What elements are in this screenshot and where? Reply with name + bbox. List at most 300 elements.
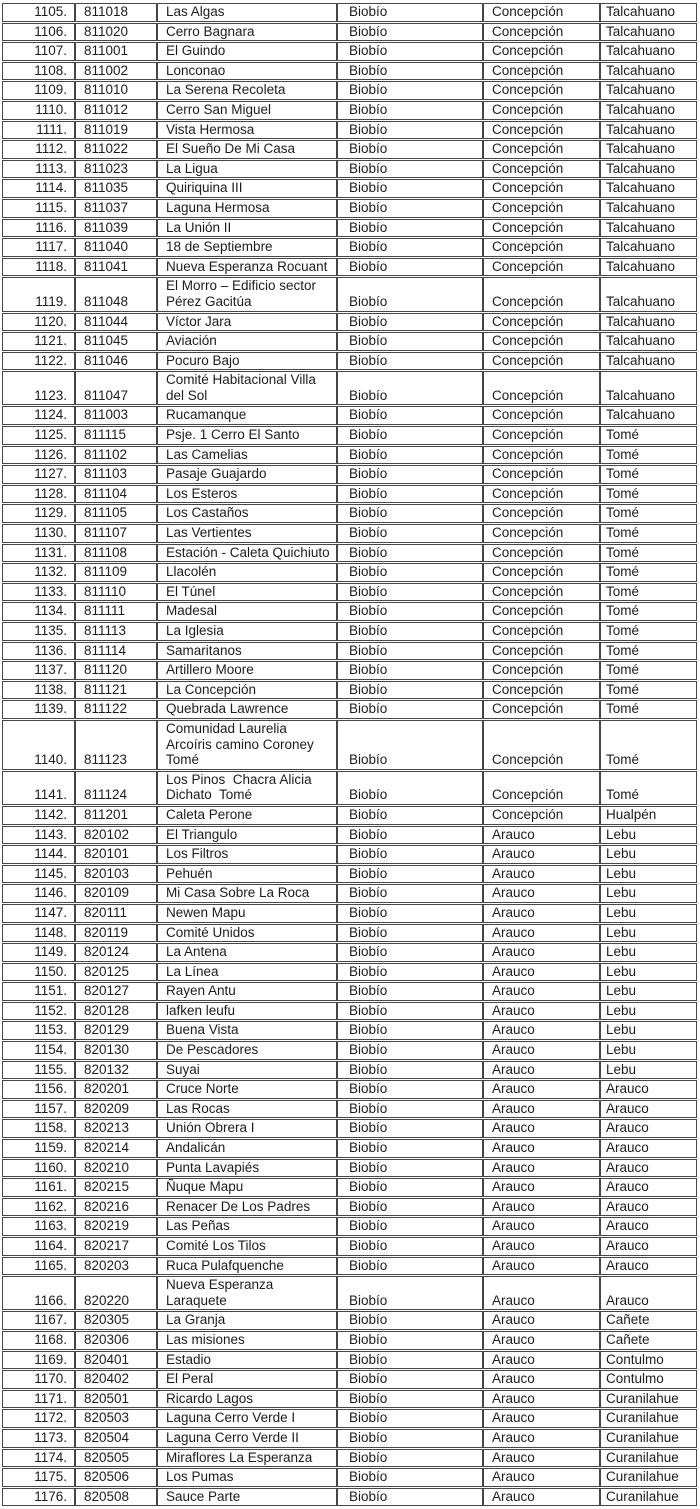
cell-row_number: 1140. [2,720,75,770]
cell-province: Concepción [483,583,600,602]
table-row [2,1159,697,1178]
cell-region: Biobío [337,583,483,602]
cell-province: Arauco [483,1311,600,1330]
cell-region: Biobío [337,1119,483,1138]
cell-province: Concepción [483,62,600,81]
table-row [2,1429,697,1448]
cell-code: 811124 [75,771,157,805]
cell-province: Concepción [483,465,600,484]
cell-province: Concepción [483,806,600,825]
cell-code: 820505 [75,1449,157,1468]
cell-region: Biobío [337,23,483,42]
cell-region: Biobío [337,3,483,22]
cell-name: Estadio [157,1351,337,1370]
cell-province: Arauco [483,845,600,864]
cell-region: Biobío [337,1217,483,1236]
cell-region: Biobío [337,544,483,563]
cell-row_number: 1174. [2,1449,75,1468]
cell-code: 811107 [75,524,157,543]
cell-province: Arauco [483,943,600,962]
cell-region: Biobío [337,199,483,218]
table-row [2,884,697,903]
cell-region: Biobío [337,332,483,351]
cell-code: 811048 [75,277,157,311]
cell-commune: Lebu [600,1061,697,1080]
cell-region: Biobío [337,771,483,805]
cell-name: El Peral [157,1370,337,1389]
table-row [2,1390,697,1409]
cell-name: Los Esteros [157,485,337,504]
cell-province: Arauco [483,1100,600,1119]
cell-code: 811103 [75,465,157,484]
cell-row_number: 1170. [2,1370,75,1389]
cell-code: 811002 [75,62,157,81]
cell-province: Arauco [483,1217,600,1236]
cell-row_number: 1126. [2,446,75,465]
cell-region: Biobío [337,1002,483,1021]
cell-code: 820216 [75,1198,157,1217]
cell-region: Biobío [337,101,483,120]
cell-province: Concepción [483,700,600,719]
cell-name: Laguna Cerro Verde I [157,1409,337,1428]
cell-commune: Lebu [600,963,697,982]
table-row [2,121,697,140]
cell-code: 811104 [75,485,157,504]
cell-commune: Tomé [600,700,697,719]
cell-row_number: 1113. [2,160,75,179]
cell-commune: Lebu [600,1021,697,1040]
cell-code: 820130 [75,1041,157,1060]
cell-row_number: 1123. [2,371,75,405]
cell-name: De Pescadores [157,1041,337,1060]
cell-name: Cerro San Miguel [157,101,337,120]
cell-code: 820210 [75,1159,157,1178]
cell-commune: Lebu [600,884,697,903]
table-row [2,426,697,445]
cell-province: Arauco [483,1198,600,1217]
cell-province: Concepción [483,23,600,42]
cell-region: Biobío [337,277,483,311]
cell-province: Concepción [483,42,600,61]
cell-region: Biobío [337,485,483,504]
table-row [2,277,697,311]
cell-name: Nueva Esperanza Laraquete [157,1276,337,1310]
table-row [2,199,697,218]
cell-commune: Arauco [600,1080,697,1099]
cell-row_number: 1136. [2,642,75,661]
cell-commune: Contulmo [600,1370,697,1389]
cell-name: La Iglesia [157,622,337,641]
cell-commune: Talcahuano [600,101,697,120]
cell-province: Arauco [483,1390,600,1409]
cell-region: Biobío [337,1041,483,1060]
cell-row_number: 1116. [2,219,75,238]
cell-region: Biobío [337,806,483,825]
cell-province: Concepción [483,426,600,445]
cell-commune: Talcahuano [600,160,697,179]
cell-row_number: 1132. [2,563,75,582]
cell-province: Concepción [483,406,600,425]
cell-row_number: 1156. [2,1080,75,1099]
table-row [2,642,697,661]
cell-commune: Lebu [600,845,697,864]
cell-commune: Tomé [600,563,697,582]
table-row [2,720,697,770]
cell-row_number: 1151. [2,982,75,1001]
table-row [2,904,697,923]
cell-code: 820101 [75,845,157,864]
cell-commune: Tomé [600,681,697,700]
cell-name: Comité Unidos [157,924,337,943]
cell-name: Caleta Perone [157,806,337,825]
cell-commune: Lebu [600,826,697,845]
table-row [2,524,697,543]
cell-commune: Arauco [600,1217,697,1236]
cell-commune: Talcahuano [600,258,697,277]
table-row [2,485,697,504]
cell-province: Concepción [483,642,600,661]
cell-region: Biobío [337,313,483,332]
cell-name: La Línea [157,963,337,982]
cell-name: Pehuén [157,865,337,884]
cell-code: 820209 [75,1100,157,1119]
cell-commune: Lebu [600,865,697,884]
table-row [2,982,697,1001]
cell-province: Concepción [483,179,600,198]
cell-code: 811109 [75,563,157,582]
cell-row_number: 1134. [2,602,75,621]
cell-commune: Lebu [600,943,697,962]
cell-row_number: 1142. [2,806,75,825]
table-row [2,1311,697,1330]
cell-province: Arauco [483,1119,600,1138]
cell-row_number: 1150. [2,963,75,982]
cell-code: 811122 [75,700,157,719]
cell-region: Biobío [337,446,483,465]
cell-commune: Talcahuano [600,313,697,332]
cell-code: 820102 [75,826,157,845]
cell-row_number: 1160. [2,1159,75,1178]
table-row [2,1351,697,1370]
cell-province: Concepción [483,160,600,179]
cell-commune: Arauco [600,1139,697,1158]
cell-commune: Hualpén [600,806,697,825]
cell-region: Biobío [337,1351,483,1370]
cell-name: Las Algas [157,3,337,22]
cell-commune: Lebu [600,924,697,943]
cell-code: 811020 [75,23,157,42]
cell-province: Concepción [483,544,600,563]
cell-province: Arauco [483,1159,600,1178]
cell-commune: Talcahuano [600,81,697,100]
table-body [2,3,697,1506]
table-row [2,1409,697,1428]
cell-row_number: 1112. [2,140,75,159]
cell-code: 811018 [75,3,157,22]
cell-region: Biobío [337,1178,483,1197]
cell-code: 811022 [75,140,157,159]
cell-row_number: 1115. [2,199,75,218]
cell-code: 820127 [75,982,157,1001]
cell-commune: Talcahuano [600,238,697,257]
cell-commune: Tomé [600,504,697,523]
table-row [2,826,697,845]
cell-region: Biobío [337,1390,483,1409]
cell-region: Biobío [337,622,483,641]
table-row [2,352,697,371]
cell-commune: Tomé [600,485,697,504]
table-row [2,1139,697,1158]
cell-name: Mi Casa Sobre La Roca [157,884,337,903]
cell-row_number: 1106. [2,23,75,42]
cell-name: Laguna Hermosa [157,199,337,218]
cell-region: Biobío [337,884,483,903]
cell-region: Biobío [337,219,483,238]
cell-code: 820305 [75,1311,157,1330]
table-row [2,1119,697,1138]
cell-province: Arauco [483,1276,600,1310]
cell-commune: Tomé [600,771,697,805]
cell-commune: Arauco [600,1100,697,1119]
table-row [2,924,697,943]
cell-region: Biobío [337,524,483,543]
cell-commune: Talcahuano [600,219,697,238]
cell-row_number: 1137. [2,661,75,680]
cell-code: 820219 [75,1217,157,1236]
table-row [2,845,697,864]
cell-name: Las Peñas [157,1217,337,1236]
cell-code: 811012 [75,101,157,120]
table-row [2,1100,697,1119]
cell-commune: Curanilahue [600,1468,697,1487]
cell-code: 811047 [75,371,157,405]
table-row [2,160,697,179]
cell-region: Biobío [337,1449,483,1468]
cell-name: Buena Vista [157,1021,337,1040]
cell-name: Los Castaños [157,504,337,523]
cell-name: Rucamanque [157,406,337,425]
cell-name: Rayen Antu [157,982,337,1001]
cell-region: Biobío [337,81,483,100]
cell-province: Arauco [483,826,600,845]
cell-region: Biobío [337,426,483,445]
cell-commune: Curanilahue [600,1429,697,1448]
cell-region: Biobío [337,504,483,523]
cell-name: Aviación [157,332,337,351]
cell-commune: Arauco [600,1276,697,1310]
cell-province: Concepción [483,238,600,257]
cell-province: Concepción [483,81,600,100]
cell-province: Concepción [483,121,600,140]
cell-province: Arauco [483,865,600,884]
cell-row_number: 1122. [2,352,75,371]
cell-row_number: 1138. [2,681,75,700]
cell-province: Concepción [483,446,600,465]
cell-code: 820128 [75,1002,157,1021]
table-row [2,219,697,238]
cell-commune: Tomé [600,426,697,445]
cell-region: Biobío [337,1311,483,1330]
cell-commune: Tomé [600,622,697,641]
cell-code: 811001 [75,42,157,61]
cell-name: Vista Hermosa [157,121,337,140]
cell-province: Concepción [483,371,600,405]
table-row [2,661,697,680]
cell-code: 811041 [75,258,157,277]
cell-code: 820508 [75,1488,157,1507]
cell-row_number: 1161. [2,1178,75,1197]
cell-province: Concepción [483,681,600,700]
cell-commune: Cañete [600,1331,697,1350]
cell-name: Psje. 1 Cerro El Santo [157,426,337,445]
cell-commune: Talcahuano [600,42,697,61]
cell-province: Concepción [483,277,600,311]
cell-name: Estación - Caleta Quichiuto [157,544,337,563]
cell-region: Biobío [337,1080,483,1099]
cell-region: Biobío [337,1429,483,1448]
cell-region: Biobío [337,160,483,179]
cell-code: 811108 [75,544,157,563]
cell-region: Biobío [337,700,483,719]
cell-row_number: 1125. [2,426,75,445]
cell-name: La Granja [157,1311,337,1330]
cell-commune: Tomé [600,524,697,543]
cell-code: 811037 [75,199,157,218]
cell-province: Concepción [483,622,600,641]
cell-row_number: 1173. [2,1429,75,1448]
cell-name: Samaritanos [157,642,337,661]
cell-row_number: 1119. [2,277,75,311]
cell-name: Pasaje Guajardo [157,465,337,484]
table-row [2,23,697,42]
cell-province: Arauco [483,1061,600,1080]
cell-province: Concepción [483,219,600,238]
table-row [2,101,697,120]
cell-province: Arauco [483,884,600,903]
cell-region: Biobío [337,1409,483,1428]
cell-row_number: 1124. [2,406,75,425]
cell-commune: Arauco [600,1119,697,1138]
cell-commune: Lebu [600,904,697,923]
cell-name: Los Pumas [157,1468,337,1487]
cell-name: Cruce Norte [157,1080,337,1099]
cell-commune: Talcahuano [600,332,697,351]
cell-province: Concepción [483,504,600,523]
cell-province: Concepción [483,771,600,805]
cell-row_number: 1131. [2,544,75,563]
cell-region: Biobío [337,1370,483,1389]
cell-province: Concepción [483,720,600,770]
cell-code: 820213 [75,1119,157,1138]
cell-row_number: 1141. [2,771,75,805]
cell-row_number: 1167. [2,1311,75,1330]
cell-row_number: 1109. [2,81,75,100]
table-row [2,446,697,465]
cell-region: Biobío [337,1100,483,1119]
table-row [2,1468,697,1487]
cell-region: Biobío [337,563,483,582]
cell-name: La Concepción [157,681,337,700]
table-row [2,806,697,825]
cell-region: Biobío [337,963,483,982]
cell-row_number: 1148. [2,924,75,943]
cell-name: La Antena [157,943,337,962]
cell-province: Concepción [483,485,600,504]
cell-province: Arauco [483,1488,600,1507]
cell-region: Biobío [337,982,483,1001]
cell-region: Biobío [337,642,483,661]
cell-code: 820506 [75,1468,157,1487]
cell-code: 820132 [75,1061,157,1080]
table-row [2,465,697,484]
cell-commune: Curanilahue [600,1390,697,1409]
cell-row_number: 1175. [2,1468,75,1487]
table-row [2,865,697,884]
cell-region: Biobío [337,179,483,198]
cell-code: 820103 [75,865,157,884]
cell-commune: Talcahuano [600,121,697,140]
table-row [2,1002,697,1021]
cell-code: 820111 [75,904,157,923]
cell-row_number: 1108. [2,62,75,81]
cell-row_number: 1129. [2,504,75,523]
cell-region: Biobío [337,62,483,81]
cell-code: 811039 [75,219,157,238]
cell-code: 811201 [75,806,157,825]
cell-row_number: 1149. [2,943,75,962]
cell-code: 811111 [75,602,157,621]
cell-province: Arauco [483,1429,600,1448]
table-row [2,1257,697,1276]
cell-row_number: 1114. [2,179,75,198]
cell-name: Sauce Parte [157,1488,337,1507]
cell-code: 811115 [75,426,157,445]
cell-province: Arauco [483,1139,600,1158]
cell-province: Concepción [483,3,600,22]
cell-code: 820214 [75,1139,157,1158]
cell-row_number: 1128. [2,485,75,504]
table-row [2,1217,697,1236]
cell-name: Punta Lavapiés [157,1159,337,1178]
cell-region: Biobío [337,602,483,621]
cell-row_number: 1135. [2,622,75,641]
table-row [2,1178,697,1197]
cell-province: Concepción [483,602,600,621]
cell-code: 811114 [75,642,157,661]
cell-name: lafken leufu [157,1002,337,1021]
cell-region: Biobío [337,1021,483,1040]
cell-row_number: 1159. [2,1139,75,1158]
cell-code: 811045 [75,332,157,351]
cell-province: Concepción [483,258,600,277]
table-row [2,313,697,332]
cell-row_number: 1155. [2,1061,75,1080]
table-row [2,681,697,700]
cell-province: Concepción [483,101,600,120]
cell-region: Biobío [337,943,483,962]
cell-province: Arauco [483,1370,600,1389]
cell-code: 820109 [75,884,157,903]
cell-row_number: 1152. [2,1002,75,1021]
cell-name: Los Filtros [157,845,337,864]
cell-province: Concepción [483,313,600,332]
cell-region: Biobío [337,826,483,845]
cell-name: Pocuro Bajo [157,352,337,371]
cell-code: 820402 [75,1370,157,1389]
cell-code: 820119 [75,924,157,943]
table-row [2,1488,697,1507]
cell-code: 811120 [75,661,157,680]
